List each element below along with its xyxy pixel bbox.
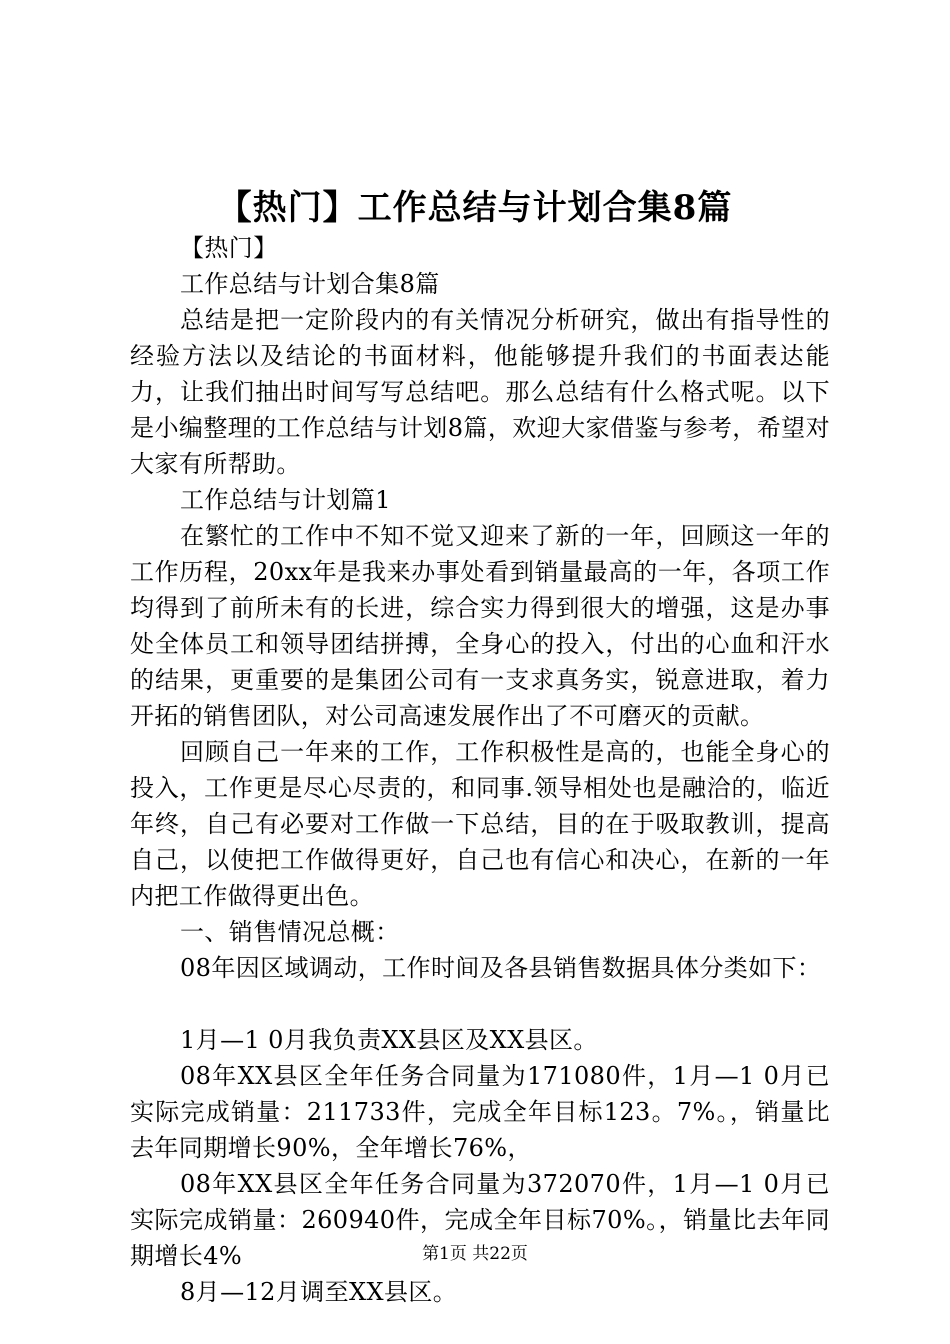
page-number: 第1页 共22页 xyxy=(422,1244,528,1264)
paragraph: 08年XX县区全年任务合同量为171080件，1月—1 0月已实际完成销量：211733件，完成全年目标123。7%。，销量比去年同期增长90%，全年增长76%， xyxy=(130,1062,830,1162)
paragraph: 总结是把一定阶段内的有关情况分析研究，做出有指导性的经验方法以及结论的书面材料，他能够提升我们的书面表达能力，让我们抽出时间写写总结吧。那么总结有什么格式呢。以下是小编整理的工作总结与计划8篇，欢迎大家借鉴与参考，希望对大家有所帮助。 xyxy=(130,306,830,478)
document-body xyxy=(130,230,830,1310)
section-heading: 一、销售情况总概： xyxy=(180,918,400,946)
paragraph: 08年XX县区全年任务合同量为372070件，1月—1 0月已实际完成销量：260940件，完成全年目标70%。，销量比去年同期增长4% xyxy=(130,1170,830,1270)
paragraph: 在繁忙的工作中不知不觉又迎来了新的一年，回顾这一年的工作历程，20xx年是我来办事处看到销量最高的一年，各项工作均得到了前所未有的长进，综合实力得到很大的增强，这是办事处全体员工和领导团结拼搏，全身心的投入，付出的心血和汗水的结果，更重要的是集团公司有一支求真务实，锐意进取，着力开拓的销售团队，对公司高速发展作出了不可磨灭的贡献。 xyxy=(130,522,830,730)
paragraph: 08年因区域调动，工作时间及各县销售数据具体分类如下： xyxy=(180,954,822,982)
document-title: 【热门】工作总结与计划合集8篇 xyxy=(217,188,733,228)
paragraph: 8月—12月调至XX县区。 xyxy=(180,1278,458,1306)
paragraph: 工作总结与计划合集8篇 xyxy=(180,270,440,298)
paragraph: 1月—1 0月我负责XX县区及XX县区。 xyxy=(180,1026,598,1054)
paragraph: 回顾自己一年来的工作，工作积极性是高的，也能全身心的投入，工作更是尽心尽责的，和同事.领导相处也是融洽的，临近年终，自己有必要对工作做一下总结，目的在于吸取教训，提高自己，以使把工作做得更好，自己也有信心和决心，在新的一年内把工作做得更出色。 xyxy=(130,738,830,910)
paragraph: 【热门】 xyxy=(180,234,278,262)
section-heading: 工作总结与计划篇1 xyxy=(180,486,391,514)
